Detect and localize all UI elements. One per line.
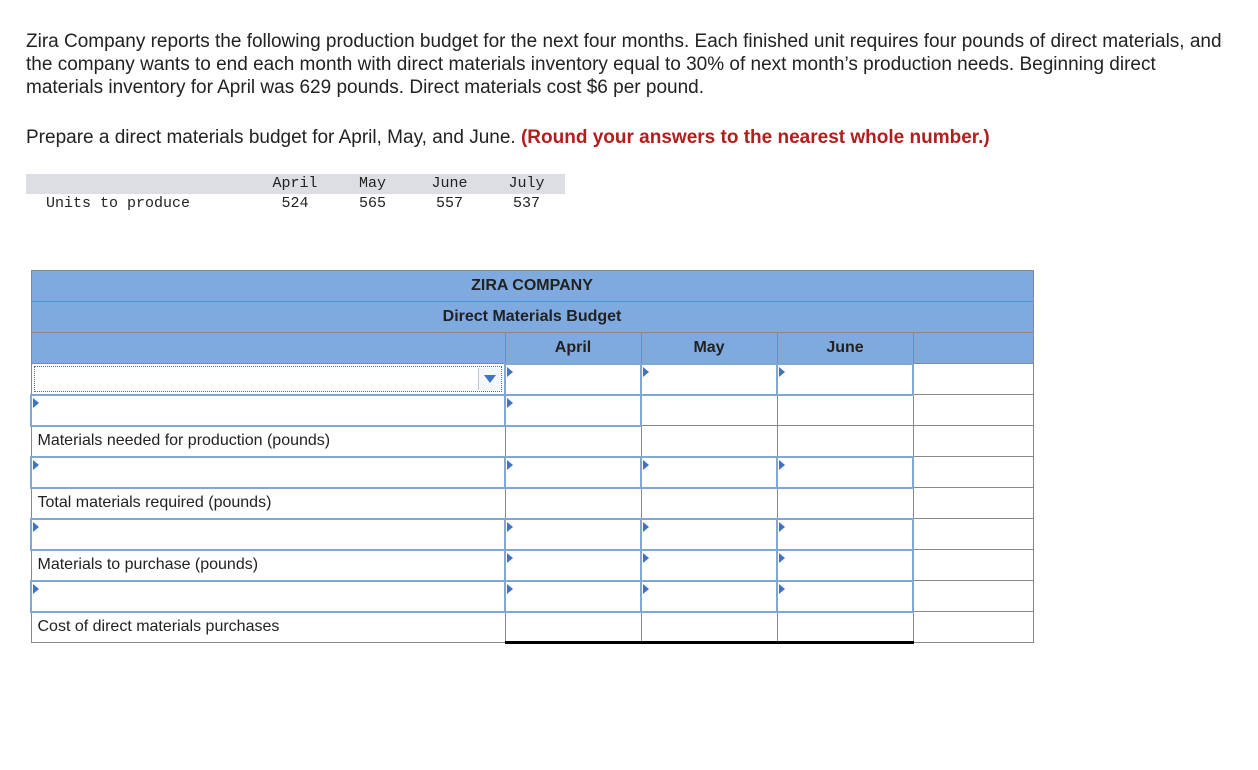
row-label-dropdown[interactable] [31, 364, 505, 395]
april-input[interactable] [505, 395, 641, 426]
month-header: July [488, 174, 565, 194]
units-value: 565 [358, 195, 386, 212]
blank-header [26, 174, 256, 194]
empty-cell [777, 395, 913, 426]
june-input[interactable] [777, 457, 913, 488]
may-input[interactable] [641, 581, 777, 612]
may-value [641, 612, 777, 643]
blank-column-header [913, 333, 1033, 364]
empty-cell [913, 395, 1033, 426]
to-purchase-label: Materials to purchase (pounds) [31, 550, 505, 581]
april-input[interactable] [505, 519, 641, 550]
april-value [505, 426, 641, 457]
empty-cell [913, 550, 1033, 581]
chevron-down-icon [484, 375, 496, 383]
row-label-input[interactable] [31, 519, 505, 550]
june-value [777, 426, 913, 457]
june-input[interactable] [777, 550, 913, 581]
column-header-april: April [505, 333, 641, 364]
june-input[interactable] [777, 519, 913, 550]
may-input[interactable] [641, 457, 777, 488]
company-name: ZIRA COMPANY [31, 271, 1033, 302]
june-value [777, 488, 913, 519]
may-input[interactable] [641, 519, 777, 550]
month-header: April [256, 174, 334, 194]
units-to-produce-label: Units to produce [46, 195, 191, 212]
row-label-input[interactable] [31, 581, 505, 612]
empty-cell [913, 581, 1033, 612]
may-input[interactable] [641, 550, 777, 581]
column-header-june: June [777, 333, 913, 364]
may-input[interactable] [641, 364, 777, 395]
april-input[interactable] [505, 457, 641, 488]
empty-cell [913, 457, 1033, 488]
units-value: 537 [512, 195, 540, 212]
row-label-input[interactable] [31, 457, 505, 488]
april-input[interactable] [505, 550, 641, 581]
empty-cell [641, 395, 777, 426]
units-value: 524 [281, 195, 309, 212]
month-header: May [334, 174, 411, 194]
may-value [641, 488, 777, 519]
cost-purchases-label: Cost of direct materials purchases [31, 612, 505, 643]
rounding-hint: (Round your answers to the nearest whole number.) [520, 127, 990, 148]
row-label-input[interactable] [31, 395, 505, 426]
empty-cell [913, 519, 1033, 550]
empty-cell [913, 612, 1033, 643]
budget-title: Direct Materials Budget [31, 302, 1033, 333]
empty-cell [913, 364, 1033, 395]
materials-needed-label: Materials needed for production (pounds) [31, 426, 505, 457]
blank-column-header [31, 333, 505, 364]
production-budget-table [26, 174, 565, 214]
june-value [777, 612, 913, 643]
dropdown-button[interactable] [478, 368, 501, 390]
total-required-label: Total materials required (pounds) [31, 488, 505, 519]
june-input[interactable] [777, 581, 913, 612]
april-input[interactable] [505, 364, 641, 395]
april-value [505, 488, 641, 519]
june-input[interactable] [777, 364, 913, 395]
empty-cell [913, 426, 1033, 457]
column-header-may: May [641, 333, 777, 364]
instruction-text: Prepare a direct materials budget for April, May, and June. [26, 127, 516, 148]
month-header: June [411, 174, 488, 194]
label-select[interactable] [34, 366, 503, 392]
units-value: 557 [435, 195, 463, 212]
april-input[interactable] [505, 581, 641, 612]
empty-cell [913, 488, 1033, 519]
instruction [26, 126, 990, 149]
problem-statement: Zira Company reports the following production budget for the next four months. Each finished unit requires four pounds of direct materials, and the company wants to end each month with direct materials inventory equal to 30% of next month’s production needs. Beginning direct materials inventory for April was 629 pounds. Direct materials cost $6 per pound. [26, 31, 1222, 98]
direct-materials-budget [30, 270, 1034, 644]
april-value [505, 612, 641, 643]
may-value [641, 426, 777, 457]
